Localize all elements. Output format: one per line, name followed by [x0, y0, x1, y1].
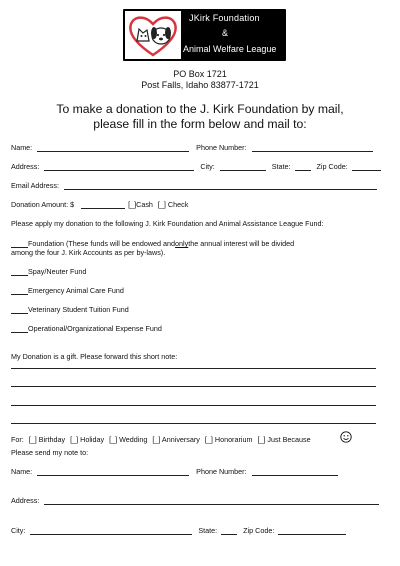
fund-tuition	[11, 305, 129, 314]
zip-field[interactable]	[352, 162, 381, 171]
fund-operational	[11, 324, 162, 333]
note-line-3[interactable]	[11, 405, 376, 406]
spay-blank[interactable]	[11, 267, 28, 276]
state-field[interactable]	[295, 162, 311, 171]
recipient-state-label: State:	[198, 526, 218, 535]
city-label: City:	[200, 162, 215, 171]
email-field[interactable]	[64, 181, 377, 190]
honorarium-checkbox[interactable]: [_] Honorarium	[204, 435, 253, 444]
note-line-2[interactable]	[11, 386, 376, 387]
foundation-line-2: among the four J. Kirk Accounts as per by-laws).	[11, 248, 166, 257]
recipient-city-field[interactable]	[30, 526, 192, 535]
cash-checkbox[interactable]: [_]Cash	[128, 200, 153, 209]
recipient-name-label: Name:	[11, 467, 33, 476]
zip-label: Zip Code:	[316, 162, 348, 171]
recipient-state-field[interactable]	[221, 526, 237, 535]
check-checkbox[interactable]: [_] Check	[157, 200, 189, 209]
recipient-address-row	[11, 496, 379, 505]
tuition-blank[interactable]	[11, 305, 28, 314]
city-field[interactable]	[220, 162, 266, 171]
recipient-address-field[interactable]	[44, 496, 379, 505]
amount-row	[11, 200, 188, 209]
birthday-checkbox[interactable]: [_] Birthday	[28, 435, 66, 444]
recipient-zip-label: Zip Code:	[243, 526, 275, 535]
holiday-checkbox[interactable]: [_] Holiday	[70, 435, 105, 444]
apply-instruction: Please apply my donation to the following J. Kirk Foundation and Animal Assistance League Fund:	[11, 219, 324, 228]
name-row	[11, 143, 373, 152]
gift-instruction: My Donation is a gift. Please forward this short note:	[11, 352, 178, 361]
recipient-phone-label: Phone Number:	[196, 467, 247, 476]
name-label: Name:	[11, 143, 33, 152]
foundation-logo	[123, 9, 286, 61]
state-label: State:	[271, 162, 291, 171]
recipient-zip-field[interactable]	[278, 526, 346, 535]
note-line-1[interactable]	[11, 368, 376, 369]
foundation-suffix: the annual interest will be divided	[188, 239, 295, 248]
recipient-name-field[interactable]	[37, 467, 189, 476]
po-box: PO Box 1721	[173, 69, 227, 79]
foundation-prefix: Foundation (These funds will be endowed and	[28, 239, 176, 248]
address-row	[11, 162, 381, 171]
amount-label: Donation Amount: $	[11, 200, 75, 209]
name-field[interactable]	[37, 143, 189, 152]
fund-foundation	[11, 239, 294, 248]
operational-label: Operational/Organizational Expense Fund	[28, 324, 162, 333]
smiley-face-icon	[340, 431, 352, 443]
city-state-zip: Post Falls, Idaho 83877-1721	[141, 80, 259, 90]
amount-field[interactable]	[81, 200, 125, 209]
phone-field[interactable]	[252, 143, 373, 152]
tuition-label: Veterinary Student Tuition Fund	[28, 305, 129, 314]
recipient-city-label: City:	[11, 526, 26, 535]
email-row	[11, 181, 377, 190]
foundation-only: only	[175, 239, 189, 248]
logo-line-2: &	[222, 28, 229, 38]
cat-and-dog-heart-icon	[125, 11, 181, 59]
recipient-phone-field[interactable]	[252, 467, 338, 476]
for-label: For:	[11, 435, 24, 444]
emergency-blank[interactable]	[11, 286, 28, 295]
address-label: Address:	[11, 162, 40, 171]
fund-emergency	[11, 286, 124, 295]
occasion-row	[11, 435, 311, 444]
wedding-checkbox[interactable]: [_] Wedding	[109, 435, 148, 444]
title-line-1: To make a donation to the J. Kirk Foundation by mail,	[56, 102, 344, 116]
address-field[interactable]	[44, 162, 194, 171]
logo-line-1: JKirk Foundation	[189, 13, 260, 23]
recipient-city-row	[11, 526, 346, 535]
send-note-instruction: Please send my note to:	[11, 448, 89, 457]
just-because-checkbox[interactable]: [_] Just Because	[257, 435, 311, 444]
spay-label: Spay/Neuter Fund	[28, 267, 87, 276]
note-line-4[interactable]	[11, 423, 376, 424]
operational-blank[interactable]	[11, 324, 28, 333]
email-label: Email Address:	[11, 181, 59, 190]
anniversary-checkbox[interactable]: [_] Anniversary	[152, 435, 200, 444]
recipient-address-label: Address:	[11, 496, 40, 505]
logo-line-3: Animal Welfare League	[183, 44, 277, 54]
recipient-name-row	[11, 467, 338, 476]
fund-spay	[11, 267, 86, 276]
title-line-2: please fill in the form below and mail to:	[93, 117, 307, 131]
phone-label: Phone Number:	[196, 143, 247, 152]
emergency-label: Emergency Animal Care Fund	[28, 286, 124, 295]
foundation-blank[interactable]	[11, 239, 28, 248]
